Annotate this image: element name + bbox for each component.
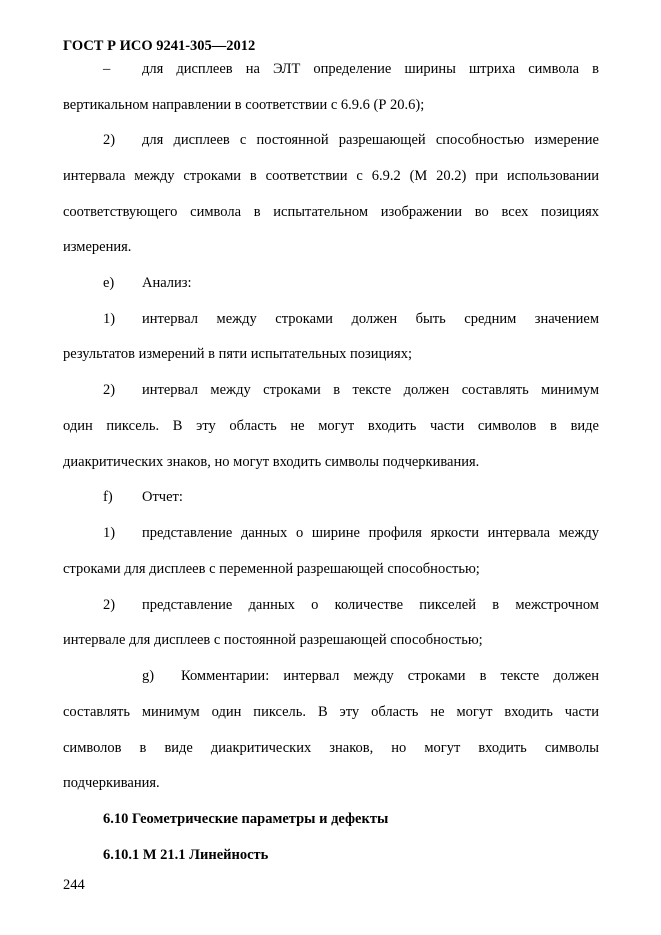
list-marker-e1: 1) bbox=[103, 311, 116, 327]
list-item-d2-line-4: измерения. bbox=[63, 239, 132, 255]
document-header: ГОСТ Р ИСО 9241-305—2012 bbox=[63, 38, 256, 54]
list-item-e2-line-3: диакритических знаков, но могут входить символы подчеркивания. bbox=[63, 454, 480, 470]
list-item-dash-line-2: вертикальном направлении в соответствии с 6.9.6 (Р 20.6); bbox=[63, 97, 425, 113]
section-label-analysis: Анализ: bbox=[142, 275, 192, 291]
list-item-dash-line-1: для дисплеев на ЭЛТ определение ширины штриха символа в bbox=[142, 61, 599, 77]
list-marker-f: f) bbox=[103, 489, 113, 505]
list-item-g-line-2: составлять минимум один пиксель. В эту область не могут входить части bbox=[63, 704, 599, 720]
list-marker-d2: 2) bbox=[103, 132, 116, 148]
list-item-e2-line-1: интервал между строками в тексте должен составлять минимум bbox=[142, 382, 599, 398]
list-marker-e2: 2) bbox=[103, 382, 116, 398]
list-item-d2-line-3: соответствующего символа в испытательном изображении во всех позициях bbox=[63, 204, 599, 220]
list-item-e2-line-2: один пиксель. В эту область не могут входить части символов в виде bbox=[63, 418, 599, 434]
list-item-e1-line-1: интервал между строками должен быть средним значением bbox=[142, 311, 599, 327]
list-item-d2-line-2: интервала между строками в соответствии с 6.9.2 (М 20.2) при использовании bbox=[63, 168, 599, 184]
list-marker-dash: – bbox=[103, 61, 111, 77]
list-item-f2-line-1: представление данных о количестве пикселей в межстрочном bbox=[142, 597, 599, 613]
list-item-f2-line-2: интервале для дисплеев с постоянной разрешающей способностью; bbox=[63, 632, 483, 648]
list-item-f1-line-2: строками для дисплеев с переменной разрешающей способностью; bbox=[63, 561, 480, 577]
list-marker-g: g) bbox=[142, 668, 155, 684]
list-marker-f2: 2) bbox=[103, 597, 116, 613]
list-item-d2-line-1: для дисплеев с постоянной разрешающей способностью измерение bbox=[142, 132, 599, 148]
list-item-f1-line-1: представление данных о ширине профиля яркости интервала между bbox=[142, 525, 599, 541]
list-marker-f1: 1) bbox=[103, 525, 116, 541]
section-heading-6-10-1: 6.10.1 М 21.1 Линейность bbox=[103, 847, 269, 863]
section-label-report: Отчет: bbox=[142, 489, 183, 505]
list-item-e1-line-2: результатов измерений в пяти испытательных позициях; bbox=[63, 346, 412, 362]
section-heading-6-10: 6.10 Геометрические параметры и дефекты bbox=[103, 811, 389, 827]
list-item-g-line-1: Комментарии: интервал между строками в тексте должен bbox=[181, 668, 599, 684]
list-item-g-line-4: подчеркивания. bbox=[63, 775, 160, 791]
list-marker-e: e) bbox=[103, 275, 115, 291]
page-number: 244 bbox=[63, 877, 85, 893]
list-item-g-line-3: символов в виде диакритических знаков, но могут входить символы bbox=[63, 740, 599, 756]
